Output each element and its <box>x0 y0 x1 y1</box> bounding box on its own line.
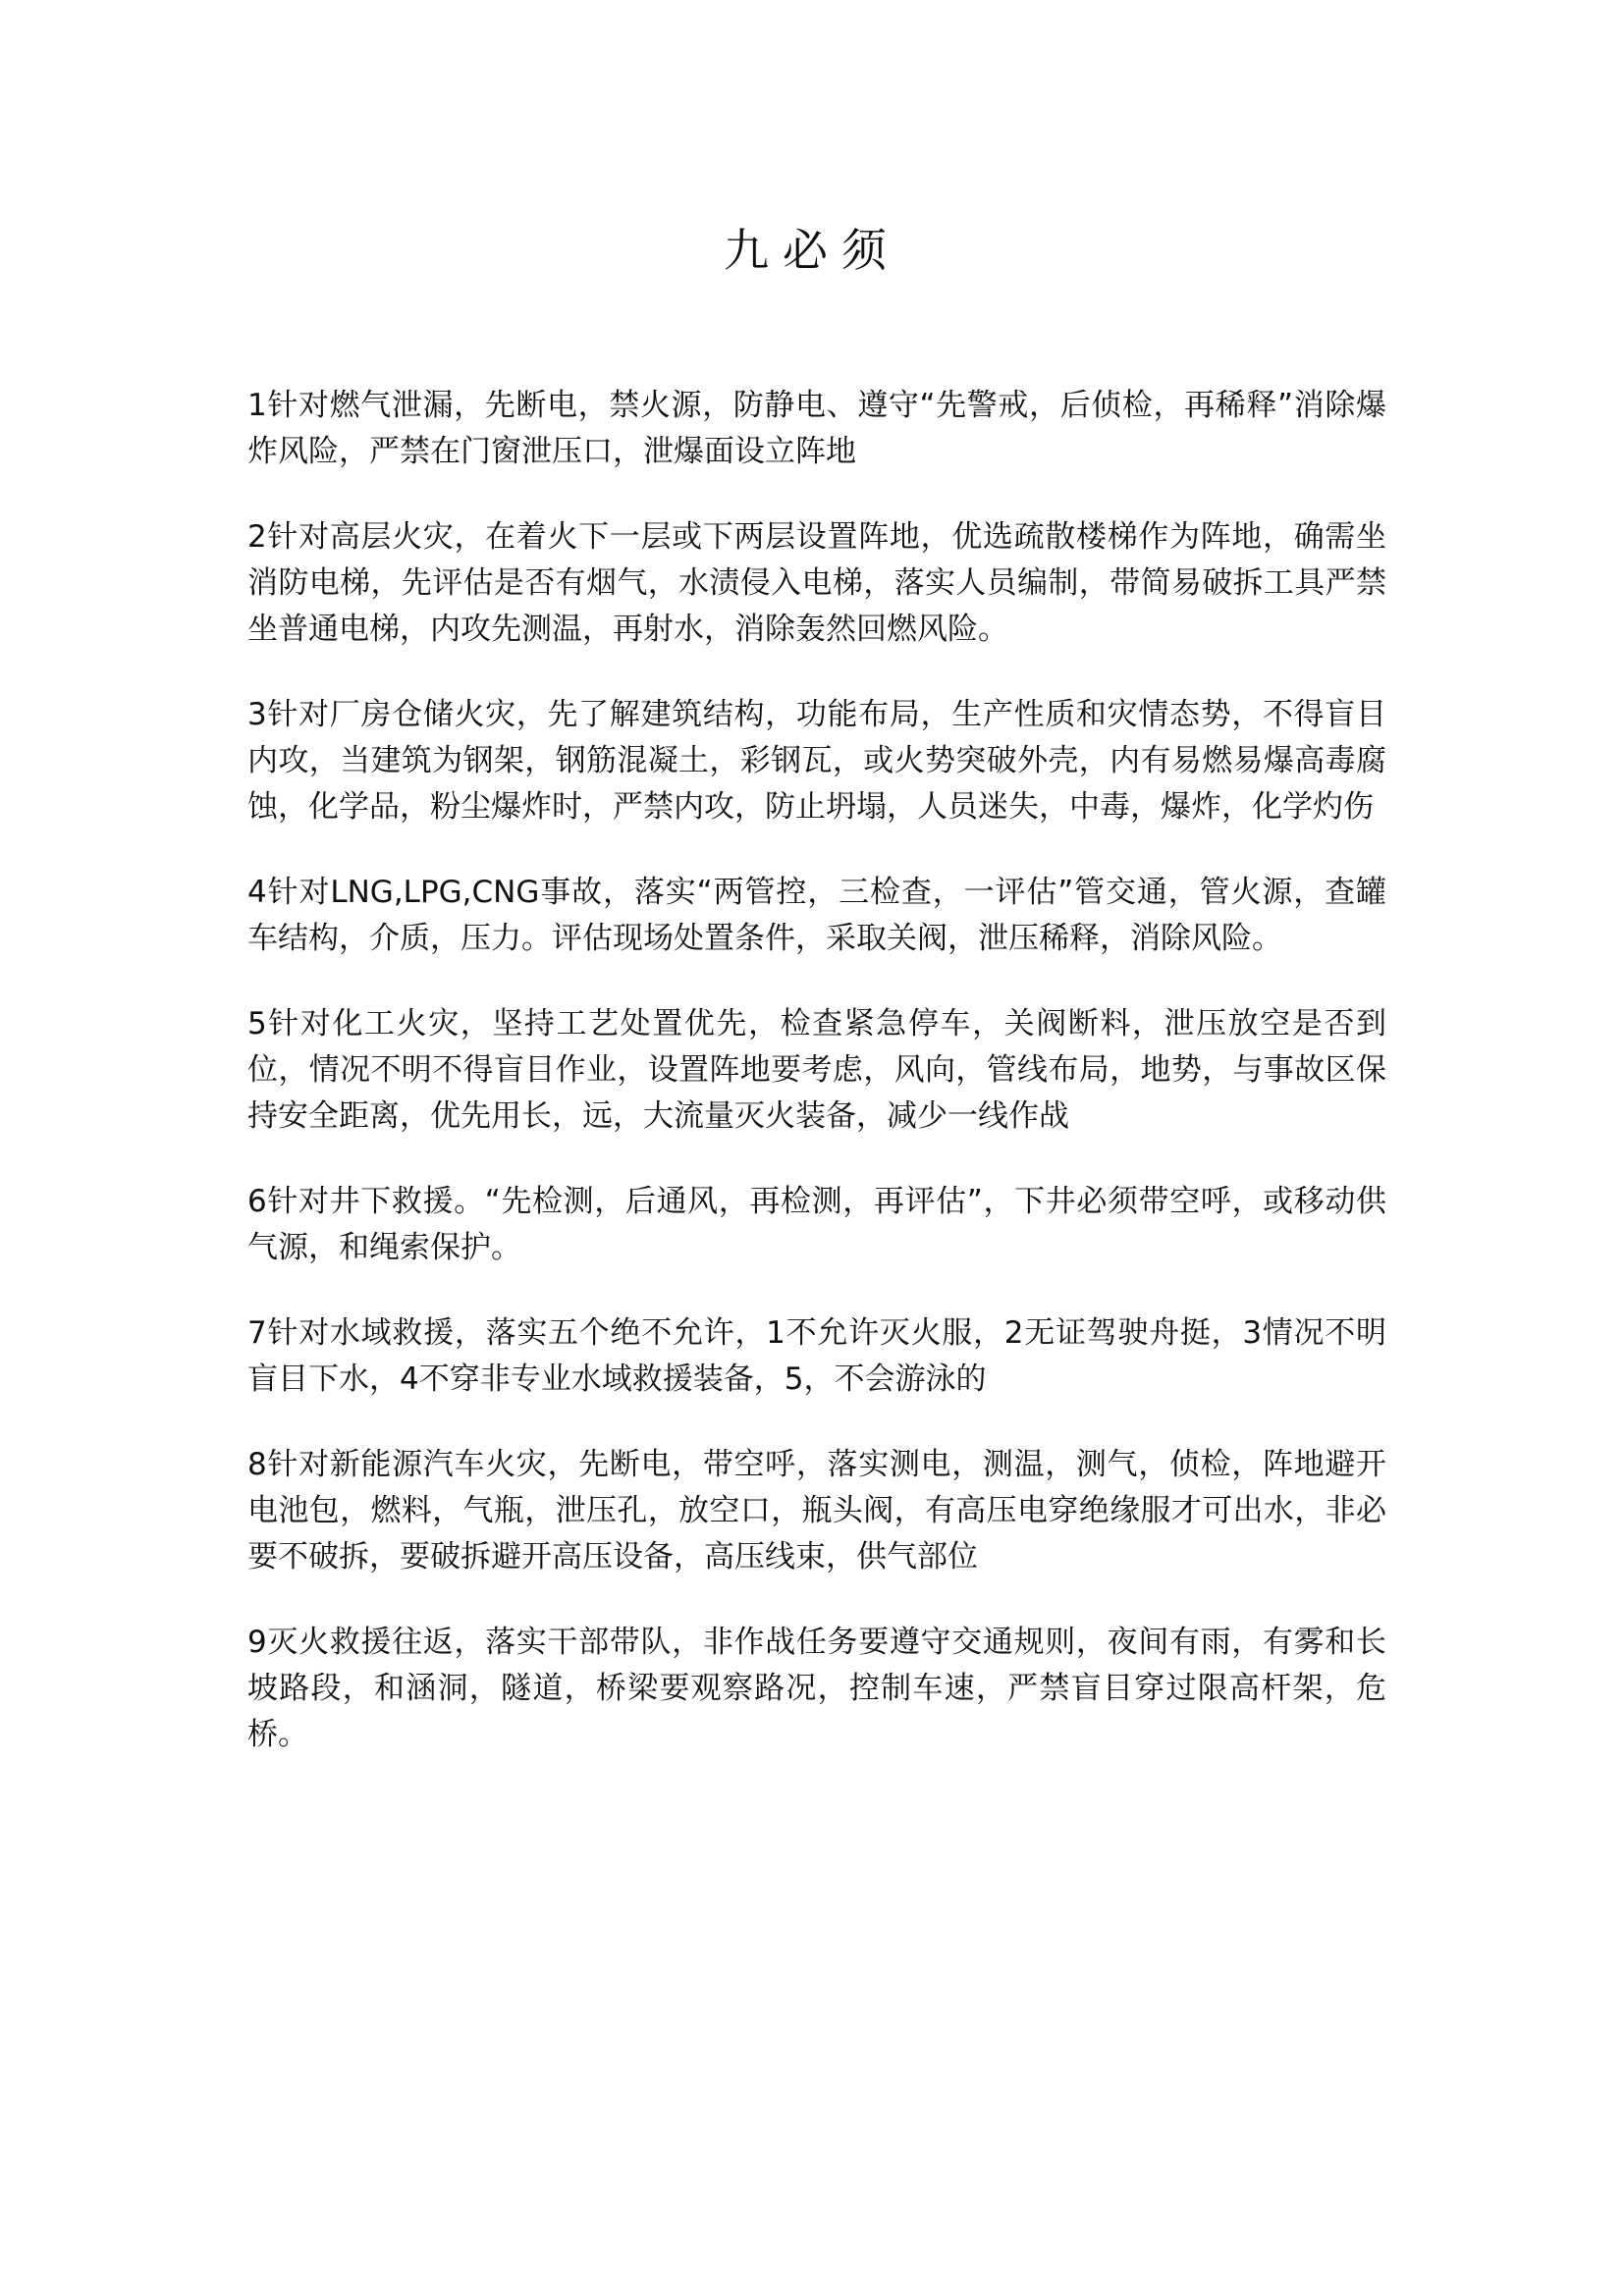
document-body <box>247 383 1386 1797</box>
paragraph-4: 4针对LNG,LPG,CNG事故，落实“两管控，三检查，一评估”管交通，管火源，查罐车结构，介质，压力。评估现场处置条件，采取关阀，泄压稀释，消除风险。 <box>247 875 1386 956</box>
paragraph-2: 2针对高层火灾，在着火下一层或下两层设置阵地，优选疏散楼梯作为阵地，确需坐消防电梯，先评估是否有烟气，水渍侵入电梯，落实人员编制，带简易破拆工具严禁坐普通电梯，内攻先测温，再射水，消除轰然回燃风险。 <box>247 519 1386 647</box>
paragraph-7: 7针对水域救援，落实五个绝不允许，1不允许灭火服，2无证驾驶舟挺，3情况不明盲目下水，4不穿非专业水域救援装备，5，不会游泳的 <box>247 1315 1386 1397</box>
paragraph-6: 6针对井下救援。“先检测，后通风，再检测，再评估”，下井必须带空呼，或移动供气源，和绳索保护。 <box>247 1184 1386 1265</box>
paragraph-9: 9灭火救援往返，落实干部带队，非作战任务要遵守交通规则，夜间有雨，有雾和长坡路段，和涵洞，隧道，桥梁要观察路况，控制车速，严禁盲目穿过限高杆架，危桥。 <box>247 1625 1386 1752</box>
paragraph-1: 1针对燃气泄漏，先断电，禁火源，防静电、遵守“先警戒，后侦检，再稀释”消除爆炸风险，严禁在门窗泄压口，泄爆面设立阵地 <box>247 388 1386 469</box>
paragraph-8: 8针对新能源汽车火灾，先断电，带空呼，落实测电，测温，测气，侦检，阵地避开电池包，燃料，气瓶，泄压孔，放空口，瓶头阀，有高压电穿绝缘服才可出水，非必要不破拆，要破拆避开高压设备，高压线束，供气部位 <box>247 1447 1386 1575</box>
paragraph-3: 3针对厂房仓储火灾，先了解建筑结构，功能布局，生产性质和灾情态势，不得盲目内攻，当建筑为钢架，钢筋混凝土，彩钢瓦，或火势突破外壳，内有易燃易爆高毒腐蚀，化学品，粉尘爆炸时，严禁内攻，防止坍塌，人员迷失，中毒，爆炸，化学灼伤 <box>247 697 1386 825</box>
document-title: 九必须 <box>724 224 900 277</box>
paragraph-5: 5针对化工火灾，坚持工艺处置优先，检查紧急停车，关阀断料，泄压放空是否到位，情况不明不得盲目作业，设置阵地要考虑，风向，管线布局，地势，与事故区保持安全距离，优先用长，远，大流量灭火装备，减少一线作战 <box>247 1006 1386 1134</box>
